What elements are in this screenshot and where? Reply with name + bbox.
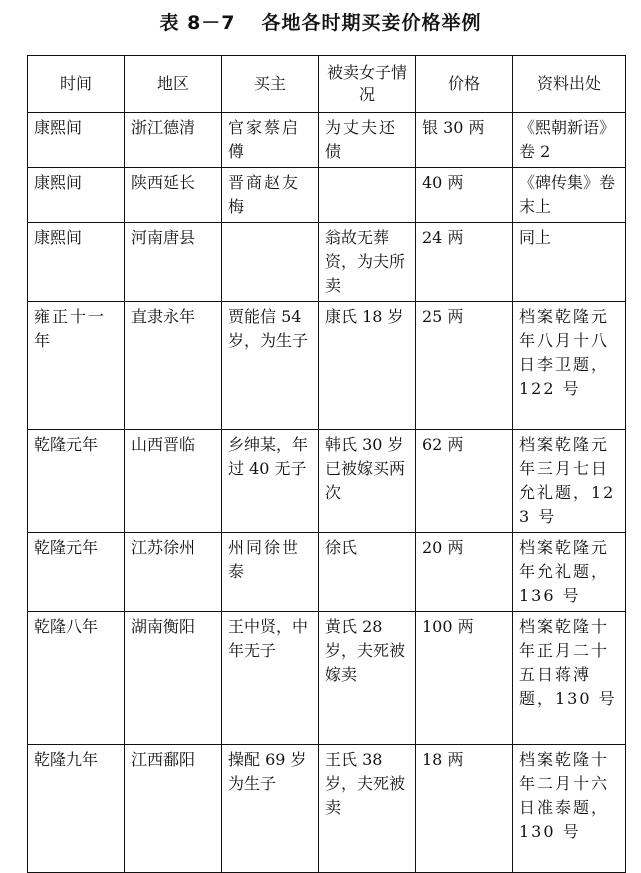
table-row bbox=[28, 612, 626, 745]
cell-buyer: 乡绅某，年过 40 无子 bbox=[222, 430, 319, 533]
cell-situation: 韩氏 30 岁已被嫁买两次 bbox=[319, 430, 416, 533]
cell-buyer: 晋商赵友梅 bbox=[222, 168, 319, 223]
cell-time: 乾隆八年 bbox=[28, 612, 125, 745]
cell-source: 同上 bbox=[513, 223, 626, 302]
cell-situation: 黄氏 28 岁，夫死被嫁卖 bbox=[319, 612, 416, 745]
table-number: 表 8－7 bbox=[159, 12, 236, 34]
cell-source: 《碑传集》卷末上 bbox=[513, 168, 626, 223]
header-region: 地区 bbox=[125, 56, 222, 113]
cell-situation: 为丈夫还债 bbox=[319, 113, 416, 168]
cell-region: 江苏徐州 bbox=[125, 533, 222, 612]
price-table bbox=[27, 55, 626, 873]
cell-time: 康熙间 bbox=[28, 113, 125, 168]
cell-situation: 徐氏 bbox=[319, 533, 416, 612]
cell-region: 山西晋临 bbox=[125, 430, 222, 533]
cell-price: 银 30 两 bbox=[416, 113, 513, 168]
cell-source: 档案乾隆元年三月七日允礼题，123 号 bbox=[513, 430, 626, 533]
table-row bbox=[28, 223, 626, 302]
header-time: 时间 bbox=[28, 56, 125, 113]
table-caption: 各地各时期买妾价格举例 bbox=[261, 12, 482, 34]
cell-time: 康熙间 bbox=[28, 168, 125, 223]
cell-region: 河南唐县 bbox=[125, 223, 222, 302]
cell-price: 40 两 bbox=[416, 168, 513, 223]
cell-price: 62 两 bbox=[416, 430, 513, 533]
header-source: 资料出处 bbox=[513, 56, 626, 113]
cell-source: 档案乾隆十年二月十六日准泰题，130 号 bbox=[513, 745, 626, 873]
header-price: 价格 bbox=[416, 56, 513, 113]
cell-time: 乾隆九年 bbox=[28, 745, 125, 873]
table-row bbox=[28, 745, 626, 873]
table-row bbox=[28, 533, 626, 612]
header-buyer: 买主 bbox=[222, 56, 319, 113]
cell-situation bbox=[319, 168, 416, 223]
cell-time: 雍正十一年 bbox=[28, 302, 125, 430]
cell-buyer: 操配 69 岁为生子 bbox=[222, 745, 319, 873]
cell-region: 湖南衡阳 bbox=[125, 612, 222, 745]
cell-region: 陕西延长 bbox=[125, 168, 222, 223]
table-row bbox=[28, 168, 626, 223]
cell-time: 乾隆元年 bbox=[28, 430, 125, 533]
header-row bbox=[28, 56, 626, 113]
cell-region: 江西鄱阳 bbox=[125, 745, 222, 873]
cell-buyer bbox=[222, 223, 319, 302]
cell-region: 浙江德清 bbox=[125, 113, 222, 168]
cell-price: 18 两 bbox=[416, 745, 513, 873]
cell-region: 直隶永年 bbox=[125, 302, 222, 430]
cell-time: 乾隆元年 bbox=[28, 533, 125, 612]
table-row bbox=[28, 430, 626, 533]
cell-situation: 康氏 18 岁 bbox=[319, 302, 416, 430]
table-row bbox=[28, 302, 626, 430]
header-woman-situation: 被卖女子情况 bbox=[319, 56, 416, 113]
cell-buyer: 贾能信 54 岁，为生子 bbox=[222, 302, 319, 430]
cell-situation: 翁故无葬资，为夫所卖 bbox=[319, 223, 416, 302]
cell-source: 档案乾隆元年八月十八日李卫题，122 号 bbox=[513, 302, 626, 430]
cell-situation: 王氏 38 岁，夫死被卖 bbox=[319, 745, 416, 873]
cell-price: 20 两 bbox=[416, 533, 513, 612]
table-title bbox=[0, 8, 641, 35]
cell-price: 100 两 bbox=[416, 612, 513, 745]
cell-time: 康熙间 bbox=[28, 223, 125, 302]
cell-buyer: 州同徐世泰 bbox=[222, 533, 319, 612]
cell-source: 档案乾隆元年允礼题，136 号 bbox=[513, 533, 626, 612]
table-row bbox=[28, 113, 626, 168]
cell-price: 25 两 bbox=[416, 302, 513, 430]
cell-source: 《熙朝新语》卷 2 bbox=[513, 113, 626, 168]
cell-buyer: 王中贤，中年无子 bbox=[222, 612, 319, 745]
cell-buyer: 官家蔡启僔 bbox=[222, 113, 319, 168]
cell-price: 24 两 bbox=[416, 223, 513, 302]
cell-source: 档案乾隆十年正月二十五日蒋溥题，130 号 bbox=[513, 612, 626, 745]
